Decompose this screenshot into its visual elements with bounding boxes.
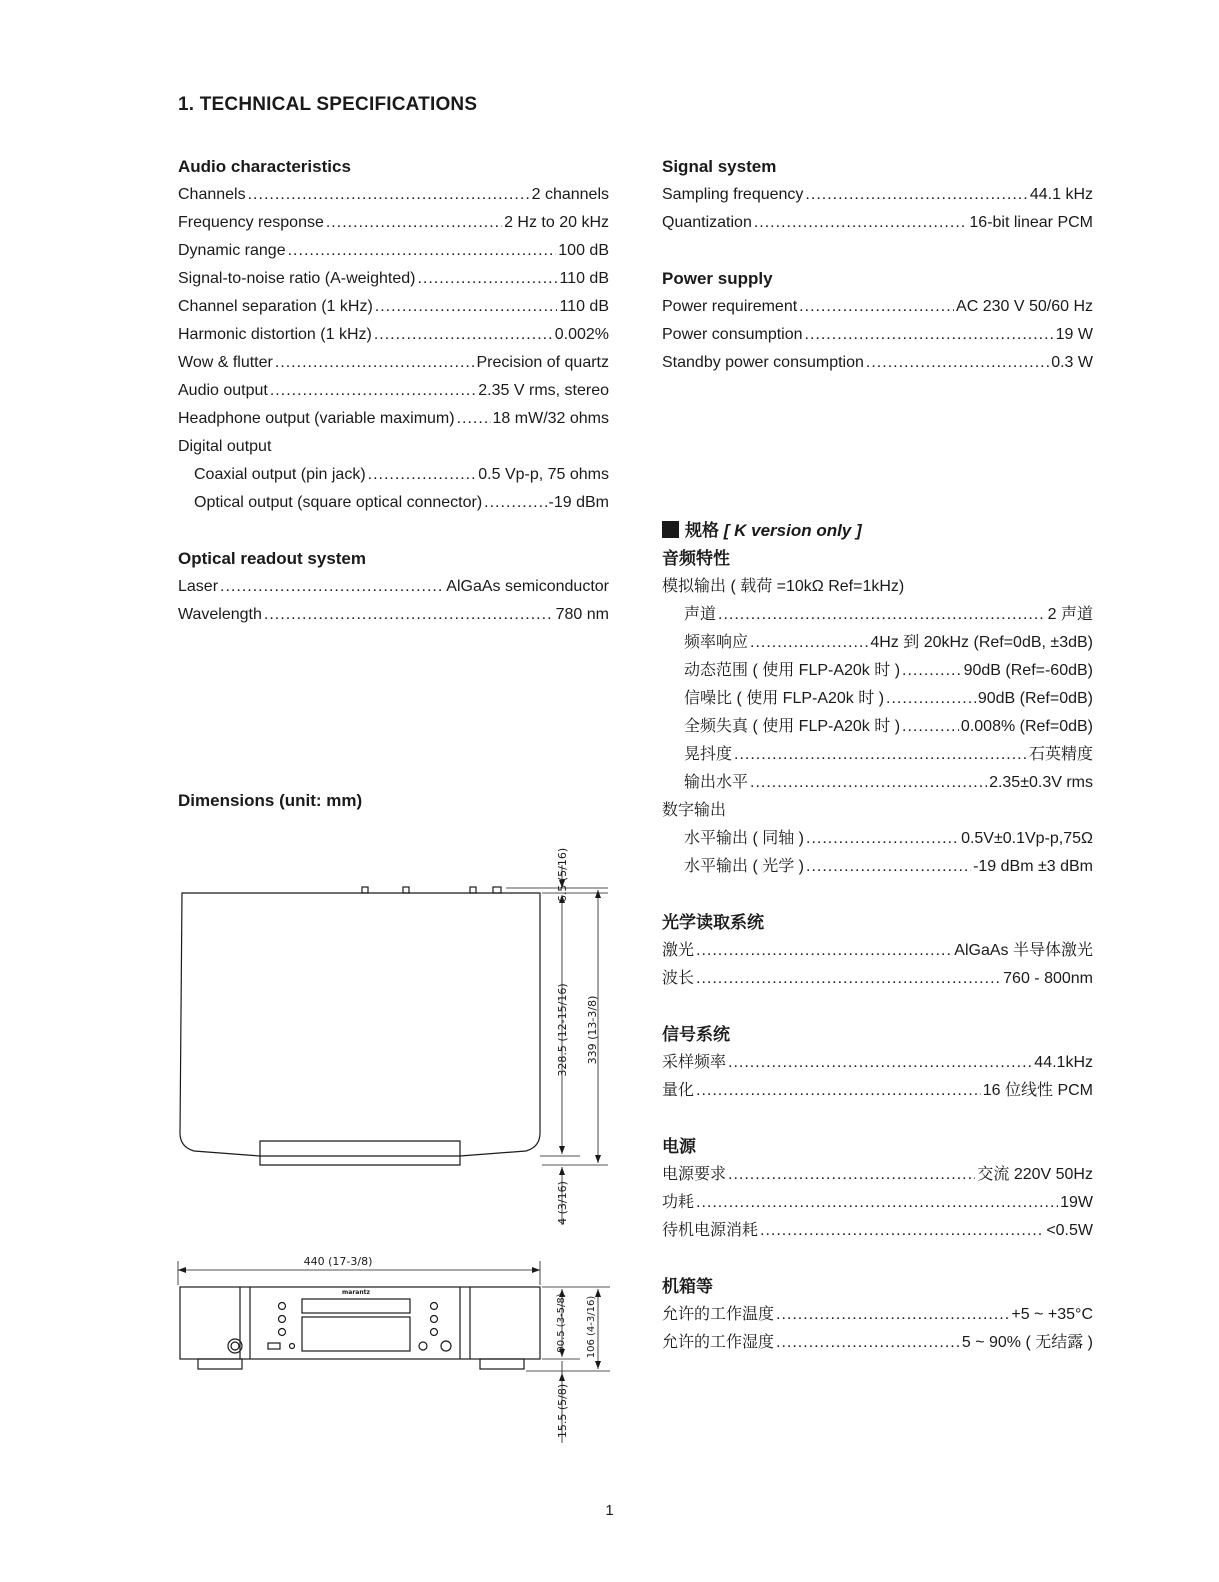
display-window [302,1317,410,1351]
spec-row: Channels ..... 2 channels [178,181,609,209]
dim-depth-total: 339 (13-3/8) [586,995,599,1065]
spec-row: 频率响应 ..... 4Hz 到 20kHz (Ref=0dB, ±3dB) [662,629,1093,657]
spec-row: Sampling frequency ..... 44.1 kHz [662,181,1093,209]
spec-row: 动态范围 ( 使用 FLP-A20k 时 ) ..... 90dB (Ref=-60dB) [662,657,1093,685]
dim-height-body: 90.5 (3-5/8) [556,1293,567,1353]
spec-row: Audio output ..... 2.35 V rms, stereo [178,377,609,405]
square-bullet-icon [662,521,679,538]
spec-row: Optical output (square optical connector) ..... -19 dBm [178,489,609,517]
cn-signal-heading: 信号系统 [662,1025,730,1044]
spec-row: Power requirement ..... AC 230 V 50/60 Hz [662,293,1093,321]
spec-row: Wow & flutter ..... Precision of quartz [178,349,609,377]
spec-row: Standby power consumption ..... 0.3 W [662,349,1093,377]
spec-row: Frequency response ..... 2 Hz to 20 kHz [178,209,609,237]
spec-row: Channel separation (1 kHz) ..... 110 dB [178,293,609,321]
brand-logo: marantz [342,1289,370,1296]
cn-power-heading: 电源 [662,1137,696,1156]
rear-jack [403,887,409,893]
right-column [662,153,1093,377]
signal-heading: Signal system [662,157,777,176]
spec-row: 量化 ..... 16 位线性 PCM [662,1077,1093,1105]
top-view-outline [180,893,540,1156]
spec-row: 允许的工作温度 ..... +5 ~ +35°C [662,1301,1093,1329]
cn-cabinet-heading: 机箱等 [662,1277,713,1296]
spec-row: 晃抖度 ..... 石英精度 [662,741,1093,769]
dim-top-gap: 6.5 (5/16) [556,847,569,903]
cn-digital-label: 数字输出 [662,802,727,819]
left-column [178,153,609,629]
front-view-body [180,1287,540,1359]
spec-row: 激光 ..... AlGaAs 半导体激光 [662,937,1093,965]
spec-row: 波长 ..... 760 - 800nm [662,965,1093,993]
usb-port [268,1343,280,1349]
cn-audio-heading: 音频特性 [662,549,730,568]
spec-row: Power consumption ..... 19 W [662,321,1093,349]
spec-row: 功耗 ..... 19W [662,1189,1093,1217]
cn-analog-label: 模拟输出 ( 载荷 =10kΩ Ref=1kHz) [662,578,905,595]
spec-row: Wavelength ..... 780 nm [178,601,609,629]
spec-row: 声道 ..... 2 声道 [662,601,1093,629]
power-heading: Power supply [662,269,773,288]
spec-row: Laser ..... AlGaAs semiconductor [178,573,609,601]
dim-height-total: 106 (4-3/16) [586,1295,597,1359]
spec-row: Headphone output (variable maximum) ..... 18 mW/32 ohms [178,405,609,433]
dim-depth-body: 328.5 (12-15/16) [556,983,569,1077]
chinese-spec-column [662,517,1093,1357]
foot [198,1359,242,1369]
dimensions-heading: Dimensions (unit: mm) [178,791,363,810]
spec-row: 待机电源消耗 ..... <0.5W [662,1217,1093,1245]
spec-row: 信噪比 ( 使用 FLP-A20k 时 ) ..... 90dB (Ref=0dB) [662,685,1093,713]
digital-output-label: Digital output [178,438,272,455]
spec-row: Coaxial output (pin jack) ..... 0.5 Vp-p, 75 ohms [178,461,609,489]
spec-row: Signal-to-noise ratio (A-weighted) ..... 110 dB [178,265,609,293]
page-title: 1. TECHNICAL SPECIFICATIONS [178,94,478,115]
optical-heading: Optical readout system [178,549,367,568]
page-number: 1 [605,1502,614,1519]
rear-jack [493,887,501,893]
spec-row: Quantization ..... 16-bit linear PCM [662,209,1093,237]
spec-row: Dynamic range ..... 100 dB [178,237,609,265]
phones-jack [441,1341,451,1351]
spec-row: 采样频率 ..... 44.1kHz [662,1049,1093,1077]
cn-title: 规格 [ K version only ] [662,517,1093,545]
dimension-drawing [170,815,620,1455]
spec-row: 允许的工作湿度 ..... 5 ~ 90% ( 无结露 ) [662,1329,1093,1357]
spec-row: 输出水平 ..... 2.35±0.3V rms [662,769,1093,797]
audio-heading: Audio characteristics [178,157,351,176]
foot [480,1359,524,1369]
rear-jack [470,887,476,893]
disc-tray [302,1299,410,1313]
top-view-front-panel [260,1141,460,1165]
spec-row: 水平输出 ( 同轴 ) ..... 0.5V±0.1Vp-p,75Ω [662,825,1093,853]
dim-front-gap: 4 (3/16) [556,1181,569,1225]
dim-feet: 15.5 (5/8) [556,1383,569,1439]
spec-row: 全频失真 ( 使用 FLP-A20k 时 ) ..... 0.008% (Ref=0dB) [662,713,1093,741]
rear-jack [362,887,368,893]
spec-row: 电源要求 ..... 交流 220V 50Hz [662,1161,1093,1189]
spec-row: 水平输出 ( 光学 ) ..... -19 dBm ±3 dBm [662,853,1093,881]
spec-row: Harmonic distortion (1 kHz) ..... 0.002% [178,321,609,349]
dim-width: 440 (17-3/8) [303,1255,373,1268]
cn-optical-heading: 光学读取系统 [662,913,764,932]
